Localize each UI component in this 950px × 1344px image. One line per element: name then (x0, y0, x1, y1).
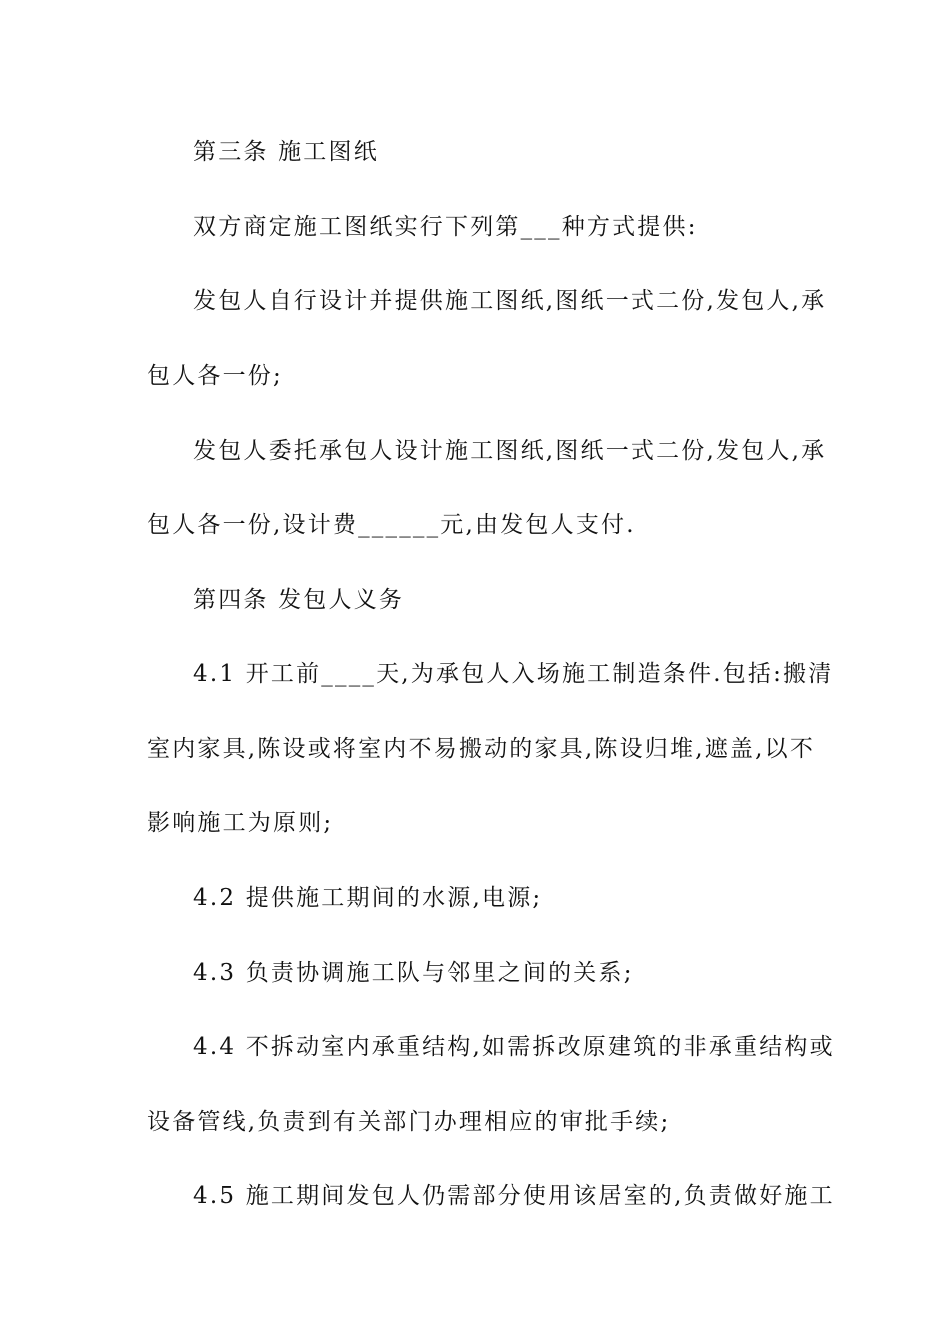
paragraph-line: 发包人委托承包人设计施工图纸,图纸一式二份,发包人,承 (193, 438, 827, 464)
paragraph-line: 包人各一份,设计费______元,由发包人支付. (147, 512, 636, 538)
clause-line: 室内家具,陈设或将室内不易搬动的家具,陈设归堆,遮盖,以不 (147, 736, 816, 762)
section-heading-article-3: 第三条 施工图纸 (193, 139, 379, 165)
clause-line: 影响施工为原则; (147, 810, 334, 836)
clause-line: 设备管线,负责到有关部门办理相应的审批手续; (147, 1109, 671, 1135)
clause-line: 4.2 提供施工期间的水源,电源; (193, 885, 543, 911)
paragraph-line: 双方商定施工图纸实行下列第___种方式提供: (193, 214, 698, 240)
clause-line: 4.4 不拆动室内承重结构,如需拆改原建筑的非承重结构或 (193, 1034, 835, 1060)
section-heading-article-4: 第四条 发包人义务 (193, 587, 405, 613)
clause-line: 4.3 负责协调施工队与邻里之间的关系; (193, 960, 634, 986)
clause-line: 4.5 施工期间发包人仍需部分使用该居室的,负责做好施工 (193, 1183, 835, 1209)
clause-line: 4.1 开工前____天,为承包人入场施工制造条件.包括:搬清 (193, 661, 834, 687)
paragraph-line: 发包人自行设计并提供施工图纸,图纸一式二份,发包人,承 (193, 288, 827, 314)
paragraph-line: 包人各一份; (147, 363, 283, 389)
